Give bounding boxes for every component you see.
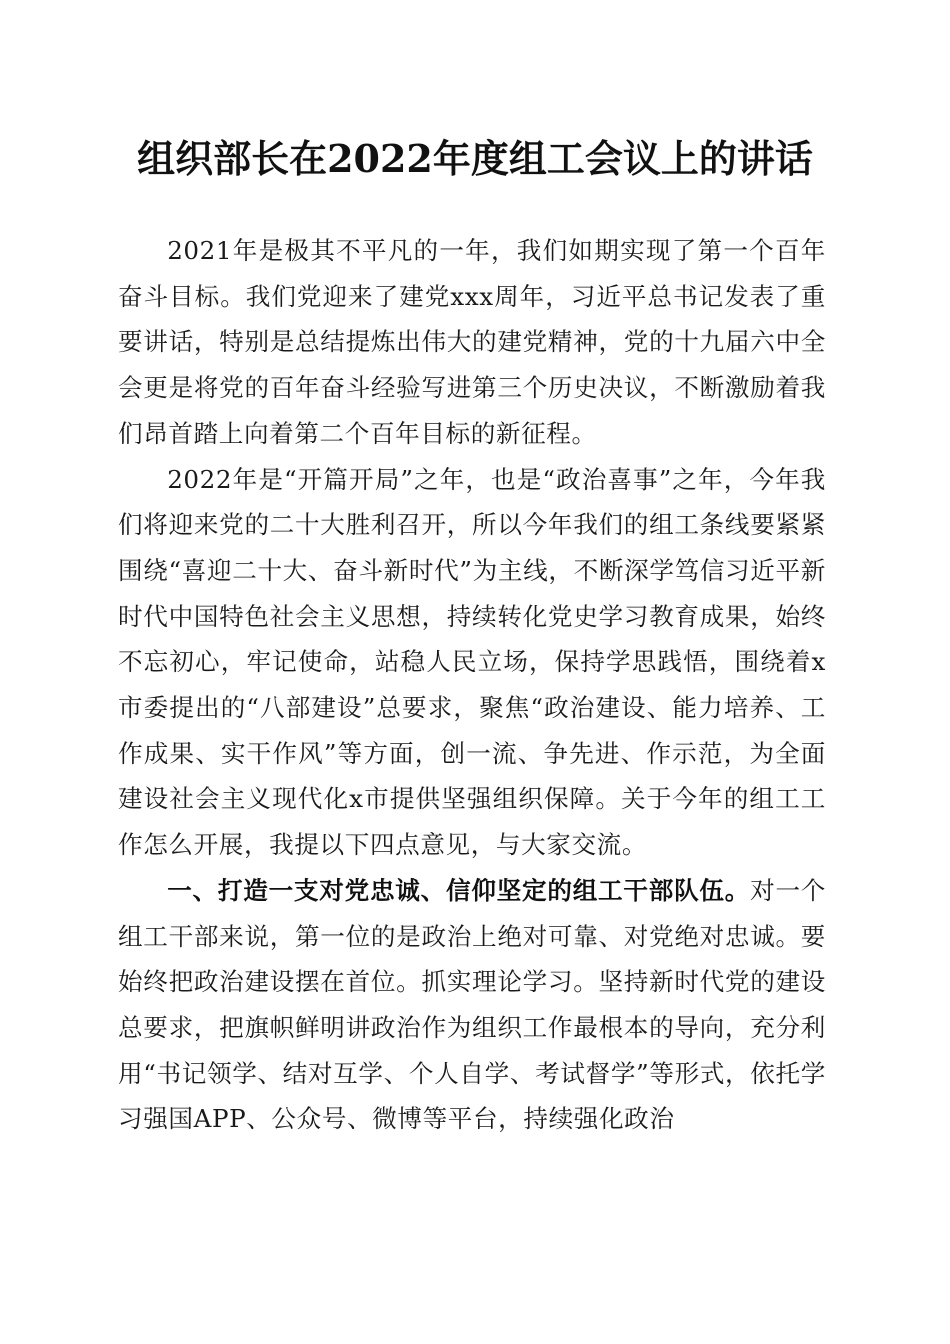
page-title: 组织部长在2022年度组工会议上的讲话 xyxy=(137,136,813,181)
paragraph-1: 2021年是极其不平凡的一年，我们如期实现了第一个百年奋斗目标。我们党迎来了建党xxx周年，习近平总书记发表了重要讲话，特别是总结提炼出伟大的建党精神，党的十九届六中全会更是将党的百年奋斗经验写进第三个历史决议，不断激励着我们昂首踏上向着第二个百年目标的新征程。 xyxy=(118,236,826,448)
paragraph-3-text: 对一个组工干部来说，第一位的是政治上绝对可靠、对党绝对忠诚。要始终把政治建设摆在首位。抓实理论学习。坚持新时代党的建设总要求，把旗帜鲜明讲政治作为组织工作最根本的导向，充分利用“书记领学、结对互学、个人自学、考试督学”等形式，依托学习强国APP、公众号、微博等平台，持续强化政治 xyxy=(118,875,826,1134)
document-body xyxy=(118,228,826,1142)
paragraph-2: 2022年是“开篇开局”之年，也是“政治喜事”之年，今年我们将迎来党的二十大胜利召开，所以今年我们的组工条线要紧紧围绕“喜迎二十大、奋斗新时代”为主线，不断深学笃信习近平新时代中国特色社会主义思想，持续转化党史学习教育成果，始终不忘初心，牢记使命，站稳人民立场，保持学思践悟，围绕着x市委提出的“八部建设”总要求，聚焦“政治建设、能力培养、工作成果、实干作风”等方面，创一流、争先进、作示范，为全面建设社会主义现代化x市提供坚强组织保障。关于今年的组工工作怎么开展，我提以下四点意见，与大家交流。 xyxy=(118,464,826,860)
paragraph-3 xyxy=(118,868,826,1142)
section-heading-1: 一、打造一支对党忠诚、信仰坚定的组工干部队伍。 xyxy=(167,875,751,905)
